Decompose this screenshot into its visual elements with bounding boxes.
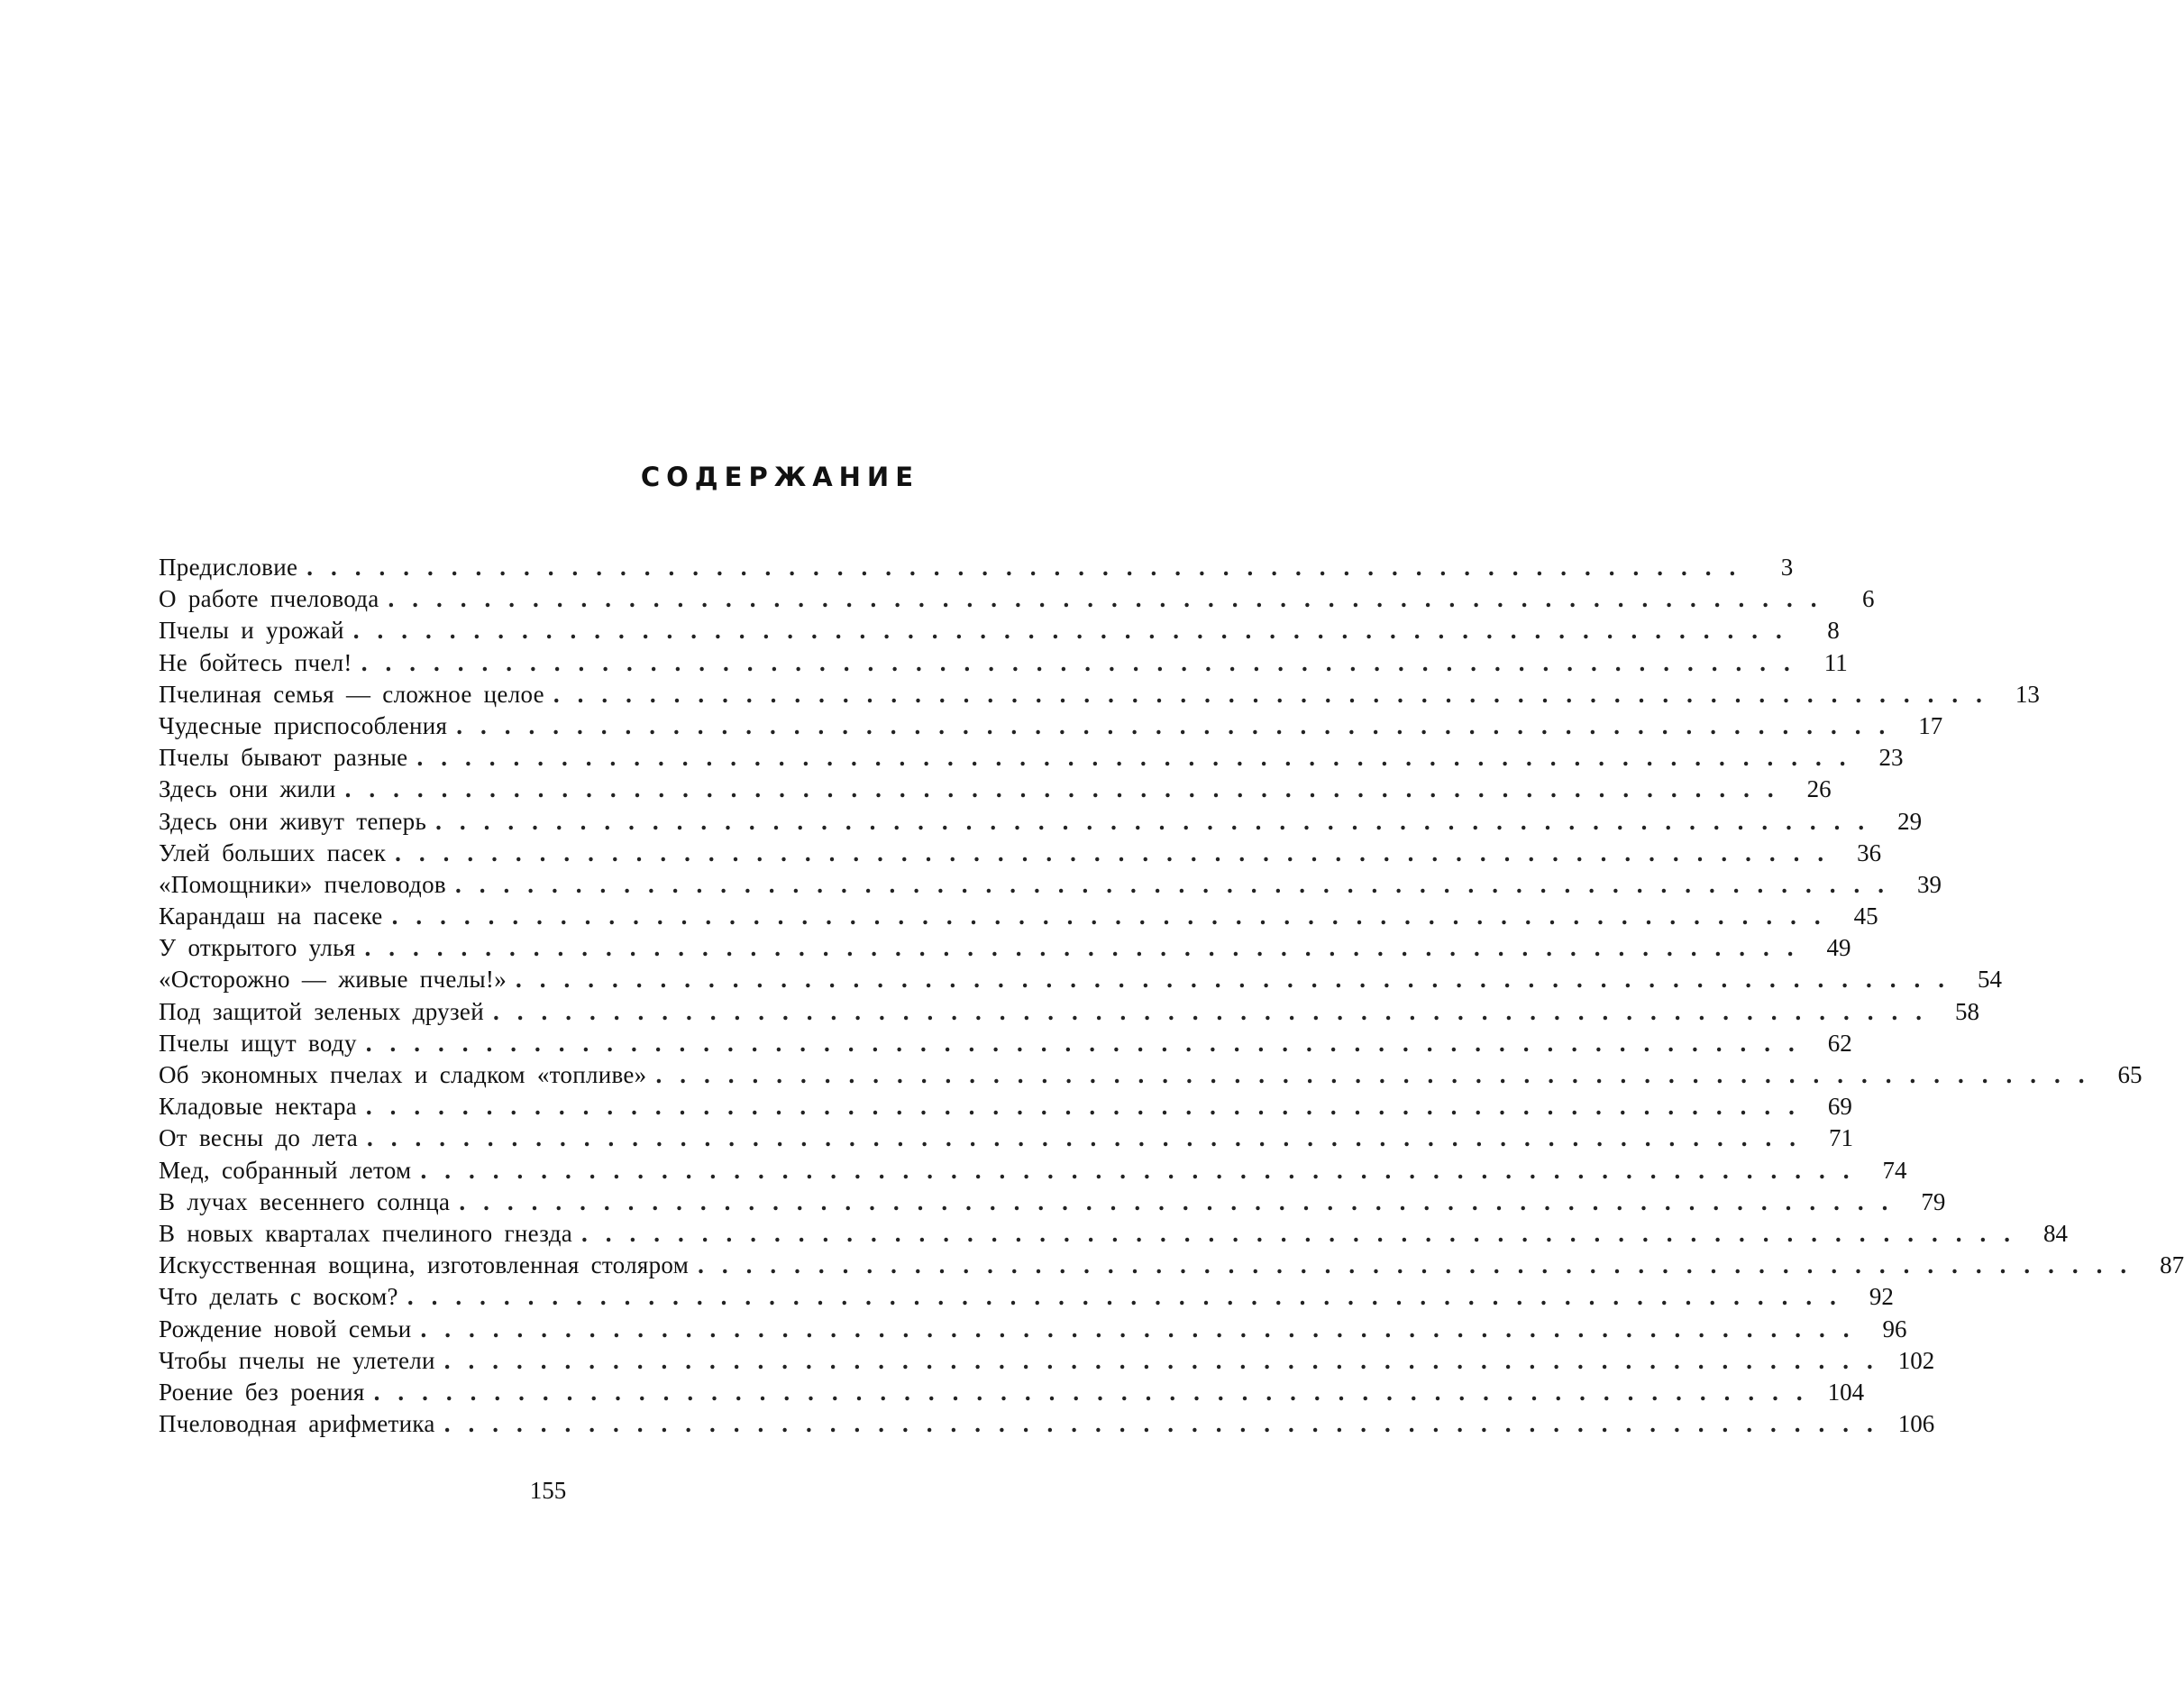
toc-dot-leader: ............................................................ (416, 744, 1864, 772)
toc-dot-leader: ............................................................ (516, 966, 1963, 994)
toc-entry-title: О работе пчеловода (159, 585, 379, 613)
toc-entry-page: 102 (1897, 1346, 1935, 1374)
toc-entry-title: От весны до лета (159, 1124, 358, 1152)
toc-entry-title: Улей больших пасек (159, 838, 387, 866)
toc-dot-leader: ............................................................ (361, 648, 1808, 676)
toc-entry-title: Пчелы ищут воду (159, 1029, 357, 1057)
toc-entry-title: Кладовые нектара (159, 1093, 357, 1121)
toc-entry-title: Пчеловодная арифметика (159, 1410, 435, 1438)
toc-entry (159, 774, 1832, 805)
toc-entry-title: Пчелы и урожай (159, 617, 344, 645)
toc-dot-leader: ............................................................ (365, 1029, 1813, 1057)
toc-entry-page: 65 (2117, 1061, 2143, 1088)
toc-entry (159, 583, 1875, 615)
toc-entry-title: Что делать с воском? (159, 1283, 398, 1311)
toc-entry-page: 49 (1826, 934, 1851, 962)
toc-entry (159, 1314, 1907, 1345)
toc-dot-leader: ............................................................ (698, 1251, 2145, 1279)
toc-entry-title: Мед, собранный летом (159, 1156, 412, 1184)
toc-entry-page: 39 (1916, 870, 1942, 898)
toc-dot-leader: ............................................................ (306, 554, 1754, 581)
toc-dot-leader: ............................................................ (581, 1219, 2029, 1247)
toc-dot-leader: ............................................................ (420, 1156, 1868, 1184)
page-number: 155 (529, 1477, 567, 1504)
toc-dot-leader: ............................................................ (655, 1061, 2103, 1088)
toc-entry-title: Рождение новой семьи (159, 1315, 412, 1342)
toc-dot-leader: ............................................................ (391, 902, 1839, 930)
toc-dot-leader: ............................................................ (443, 1346, 1891, 1374)
toc-entry (159, 710, 1943, 742)
toc-entry (159, 552, 1794, 583)
toc-entry-page: 17 (1918, 711, 1943, 739)
toc-entry-page: 58 (1954, 997, 1979, 1025)
toc-entry-page: 104 (1827, 1378, 1865, 1406)
toc-entry (159, 1122, 1853, 1154)
toc-entry-page: 8 (1827, 617, 1840, 645)
toc-entry-page: 26 (1806, 775, 1832, 803)
toc-entry-title: Пчелы бывают разные (159, 744, 408, 772)
toc-entry (159, 806, 1923, 838)
toc-entry (159, 1028, 1852, 1059)
toc-entry-page: 74 (1882, 1156, 1907, 1184)
toc-dot-leader: ............................................................ (365, 1093, 1813, 1121)
toc-entry-title: Не бойтесь пчел! (159, 648, 352, 676)
toc-entry-page: 23 (1878, 744, 1904, 772)
toc-entry-page: 6 (1862, 585, 1875, 613)
toc-entry-page: 92 (1869, 1283, 1894, 1311)
toc-entry (159, 1091, 1852, 1122)
toc-dot-leader: ............................................................ (395, 838, 1842, 866)
toc-dot-leader: ............................................................ (420, 1315, 1868, 1342)
toc-dot-leader: ............................................................ (373, 1378, 1821, 1406)
toc-dot-leader: ............................................................ (388, 585, 1835, 613)
toc-entry (159, 679, 2040, 710)
toc-entry (159, 1155, 1907, 1186)
toc-entry-title: Искусственная вощина, изготовленная столяром (159, 1251, 690, 1279)
toc-entry (159, 1218, 2069, 1250)
toc-entry-page: 11 (1823, 648, 1848, 676)
toc-entry-title: В лучах весеннего солнца (159, 1187, 451, 1215)
toc-entry-page: 84 (2043, 1219, 2069, 1247)
toc-dot-leader: ............................................................ (435, 807, 1883, 835)
toc-dot-leader: ............................................................ (364, 934, 1812, 962)
toc-dot-leader: ............................................................ (407, 1283, 1854, 1311)
toc-entry (159, 1250, 2184, 1281)
toc-entry-page: 36 (1857, 838, 1882, 866)
toc-entry-title: Роение без роения (159, 1378, 365, 1406)
toc-entry-page: 106 (1897, 1410, 1935, 1438)
toc-entry (159, 964, 2003, 995)
toc-dot-leader: ............................................................ (443, 1410, 1891, 1438)
toc-entry (159, 615, 1840, 646)
toc-entry-title: В новых кварталах пчелиного гнезда (159, 1219, 573, 1247)
toc-entry-title: Здесь они жили (159, 775, 336, 803)
toc-entry (159, 1377, 1865, 1408)
toc-entry-page: 69 (1827, 1093, 1852, 1121)
toc-dot-leader: ............................................................ (352, 617, 1800, 645)
toc-dot-leader: ............................................................ (492, 997, 1940, 1025)
toc-entry-page: 87 (2160, 1251, 2184, 1279)
toc-dot-leader: ............................................................ (553, 680, 2000, 708)
toc-entry-title: Об экономных пчелах и сладком «топливе» (159, 1061, 647, 1088)
toc-entry (159, 901, 1878, 932)
toc-dot-leader: ............................................................ (454, 870, 1902, 898)
toc-entry (159, 869, 1942, 901)
toc-entry (159, 1281, 1894, 1313)
toc-entry-title: «Осторожно — живые пчелы!» (159, 966, 507, 994)
toc-entry-page: 45 (1853, 902, 1878, 930)
toc-entry-page: 54 (1978, 966, 2003, 994)
toc-entry-title: Чтобы пчелы не улетели (159, 1346, 435, 1374)
toc-entry-title: Пчелиная семья — сложное целое (159, 680, 544, 708)
table-of-contents (159, 552, 2184, 1440)
toc-entry (159, 996, 1979, 1028)
toc-entry-page: 29 (1897, 807, 1923, 835)
toc-entry (159, 1345, 1935, 1377)
toc-entry-title: Под защитой зеленых друзей (159, 997, 484, 1025)
toc-entry-title: «Помощники» пчеловодов (159, 870, 446, 898)
toc-entry-title: У открытого улья (159, 934, 356, 962)
toc-entry-page: 96 (1882, 1315, 1907, 1342)
toc-entry-title: Предисловие (159, 554, 298, 581)
toc-entry-page: 62 (1827, 1029, 1852, 1057)
toc-dot-leader: ............................................................ (459, 1187, 1906, 1215)
toc-entry-page: 3 (1780, 554, 1794, 581)
toc-entry (159, 838, 1882, 869)
toc-entry-page: 13 (2015, 680, 2040, 708)
toc-entry (159, 647, 1848, 679)
toc-entry-page: 71 (1828, 1124, 1853, 1152)
toc-dot-leader: ............................................................ (344, 775, 1792, 803)
toc-entry (159, 1408, 1935, 1440)
contents-heading: СОДЕРЖАНИЕ (640, 462, 919, 492)
toc-dot-leader: ............................................................ (456, 711, 1904, 739)
toc-entry-title: Карандаш на пасеке (159, 902, 383, 930)
toc-entry-title: Чудесные приспособления (159, 711, 448, 739)
toc-dot-leader: ............................................................ (366, 1124, 1814, 1152)
toc-entry (159, 932, 1851, 964)
toc-entry (159, 1059, 2143, 1091)
toc-entry (159, 742, 1904, 774)
toc-entry-title: Здесь они живут теперь (159, 807, 427, 835)
toc-entry-page: 79 (1921, 1187, 1946, 1215)
toc-entry (159, 1186, 1946, 1218)
